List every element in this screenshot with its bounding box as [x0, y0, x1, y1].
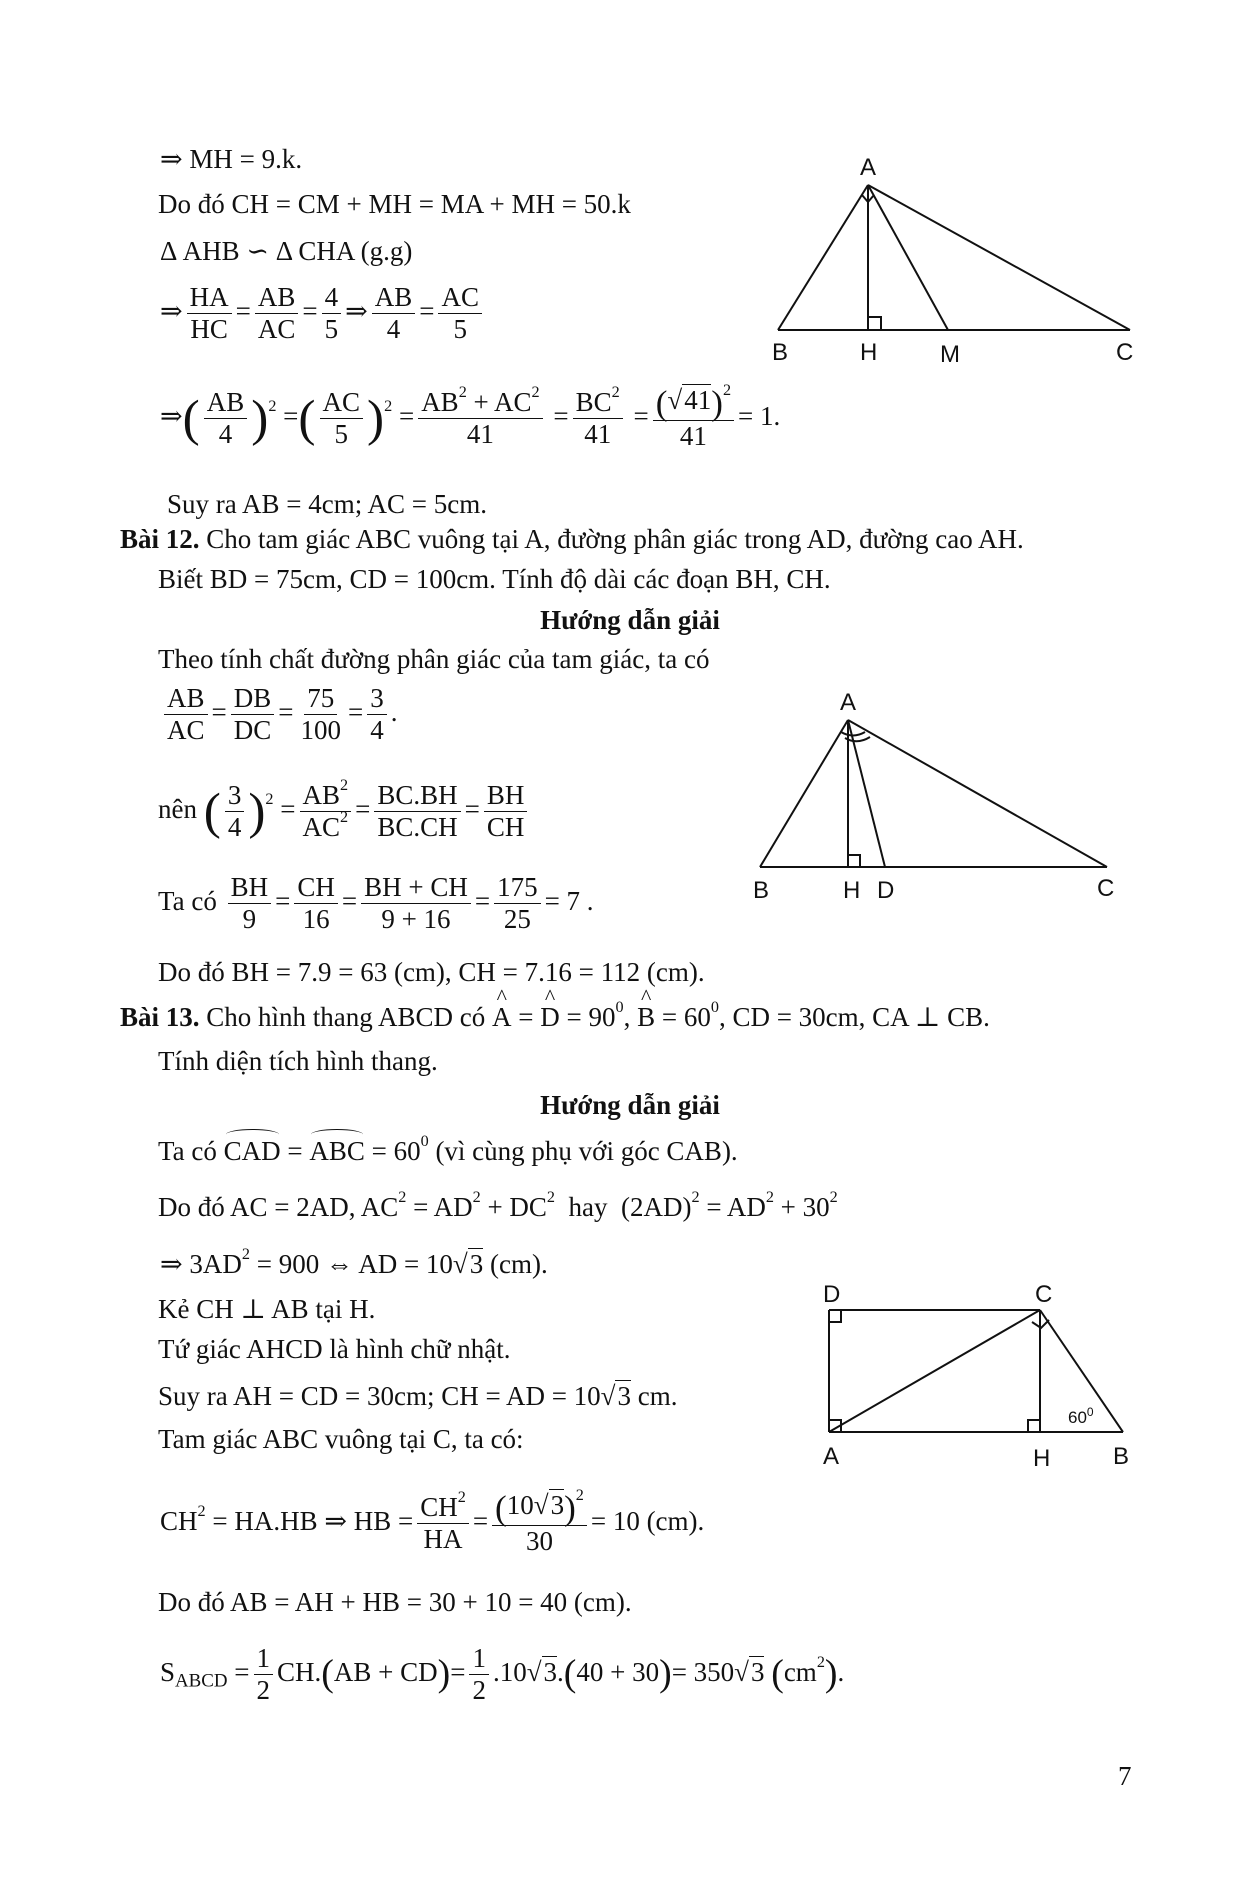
bai13-line7: Tam giác ABC vuông tại C, ta có: [158, 1424, 524, 1454]
bai13-line6: Suy ra AH = CD = 30cm; CH = AD = 10√3 cm. [158, 1381, 678, 1411]
angle-label: $60^0$ [1068, 1405, 1094, 1427]
line-result: Suy ra AB = 4cm; AC = 5cm. [167, 489, 487, 519]
bai13-line5: Tứ giác AHCD là hình chữ nhật. [158, 1334, 511, 1364]
figure-trapezoid [815, 1280, 1145, 1480]
side-ab [760, 720, 848, 867]
label-c: C [1097, 875, 1115, 902]
label-a: A [840, 689, 857, 716]
bai13-line1: Ta có CAD = ABC = $60^0$ (vì cùng phụ với góc CAB). [158, 1132, 738, 1166]
bai13-area-equation: $S_{ABCD}$ = $\frac{1}{2}$ CH.(AB + CD)= $\frac{1}{2}$ .10√3.(40 + 30)= 350√3 $(cm^2)$. [160, 1643, 845, 1706]
right-angle-h [848, 855, 860, 867]
label-b: B [772, 339, 789, 366]
bai13-title: Bài 13. [120, 1002, 200, 1032]
line-similar: Δ AHB ∽ Δ CHA (g.g) [160, 236, 413, 266]
label-b: B [1113, 1443, 1130, 1470]
label-a: A [860, 154, 877, 181]
diagonal-ac [829, 1310, 1040, 1432]
label-h: H [1033, 1445, 1051, 1472]
bai13-text2: Tính diện tích hình thang. [158, 1046, 438, 1076]
label-c: C [1035, 1281, 1053, 1308]
angle-arc-1 [841, 732, 865, 736]
bai13-heading: Hướng dẫn giải [540, 1090, 720, 1120]
bai13-line3: ⇒ $3AD^2 = 900$ ⇔ AD = 10√3 (cm). [160, 1245, 548, 1279]
bai12-taco-equation: Ta có $\frac{BH}{9}$ = $\frac{CH}{16}$ = $\frac{BH + CH}{9 + 16}$ = $\frac{175}{25}$ = 7 . [158, 872, 594, 935]
label-a: A [823, 1443, 840, 1470]
bai12-result: Do đó BH = 7.9 = 63 (cm), CH = 7.16 = 112 (cm). [158, 957, 705, 987]
label-d: D [823, 1281, 841, 1308]
bai12-title: Bài 12. [120, 524, 200, 554]
bai13-statement: Bài 13. Cho hình thang ABCD có ^ A = ^ $D = 90^0$, ^ $B = 60^0$, CD = 30cm, CA ⊥ CB. [120, 1003, 990, 1033]
right-angle-h [868, 317, 881, 330]
label-d: D [877, 877, 895, 904]
page-number: 7 [1118, 1761, 1132, 1791]
bai13-text-b: , CD = 30cm, CA ⊥ CB. [718, 1002, 990, 1032]
bai12-nen-equation: nên ( $\frac{3}{4}$ )$^2$ = $\frac{AB^2}{AC^2}$ = $\frac{BC.BH}{BC.CH}$ = $\frac{BH}{CH}$ [158, 780, 531, 843]
line-ch: Do đó CH = CM + MH = MA + MH = 50.k [158, 189, 631, 219]
bai13-text-a: Cho hình thang ABCD có [206, 1002, 486, 1032]
label-h: H [860, 339, 878, 366]
label-c: C [1116, 339, 1134, 366]
bai12-heading: Hướng dẫn giải [540, 605, 720, 635]
bai13-line2: Do đó AC = 2AD, $AC^2 = AD^2 + DC^2$ hay $(2AD)^2 = AD^2 + 30^2$ [158, 1188, 838, 1222]
bai13-ch-equation: $CH^2 = HA.HB$ ⇒ HB = $\frac{CH^2}{HA}$ = $\frac{(10√3)^2}{30}$ = 10 (cm). [160, 1486, 705, 1557]
side-ab [778, 185, 868, 330]
right-angle-d [829, 1310, 841, 1322]
label-m: M [940, 341, 960, 368]
right-angle-h [1028, 1420, 1040, 1432]
figure-triangle-ahd [745, 685, 1145, 915]
squares-equation: ⇒( $\frac{AB}{4}$ )$^2$ =( $\frac{AC}{5}$ )$^2$ = $\frac{AB^2 + AC^2}{41}$ = $\frac{BC^2}{41}$ = $\frac{(√41)^2}{41}$ = 1. [160, 381, 781, 452]
side-ac [848, 720, 1107, 867]
bisector-ratio: $\frac{AB}{AC}$ = $\frac{DB}{DC}$ = $\frac{75}{100}$ = $\frac{3}{4}$ . [160, 683, 397, 746]
bai12-text2: Biết BD = 75cm, CD = 100cm. Tính độ dài các đoạn BH, CH. [158, 564, 831, 594]
figure-triangle-ahm [760, 145, 1170, 370]
label-h: H [843, 877, 861, 904]
ratio-equation: ⇒ $\frac{HA}{HC}$ = $\frac{AB}{AC}$ = $\frac{4}{5}$ ⇒ $\frac{AB}{4}$ = $\frac{AC}{5}$ [160, 282, 486, 345]
bai12-line1: Theo tính chất đường phân giác của tam giác, ta có [158, 644, 710, 674]
bai12-statement [120, 525, 1024, 555]
line-mh: ⇒ MH = 9.k. [160, 144, 303, 174]
bai13-line9: Do đó AB = AH + HB = 30 + 10 = 40 (cm). [158, 1587, 632, 1617]
label-b: B [753, 877, 770, 904]
bai13-line4: Kẻ CH ⊥ AB tại H. [158, 1294, 376, 1324]
bai12-text: Cho tam giác ABC vuông tại A, đường phân giác trong AD, đường cao AH. [206, 524, 1024, 554]
